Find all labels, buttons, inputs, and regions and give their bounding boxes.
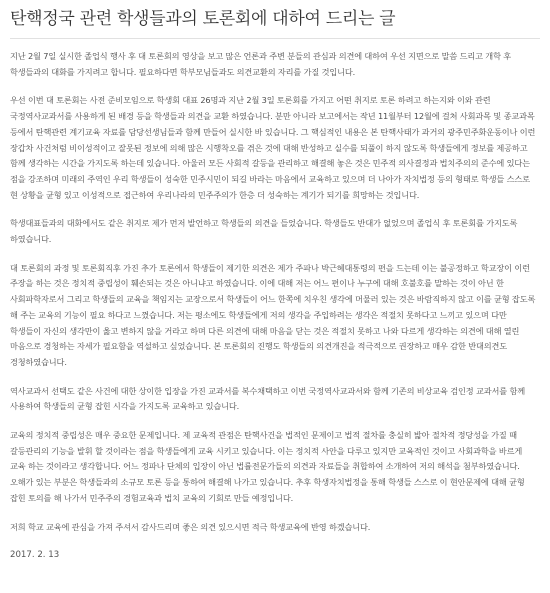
page-title: 탄핵정국 관련 학생들과의 토론회에 대하여 드리는 글	[10, 9, 396, 29]
paragraph-background: 우선 이번 대 토론회는 사전 준비모임으로 학생회 대표 26명과 지난 2월 3일 토론회를 가지고 어떤 취지로 토론 하려고 하는지와 이와 관련 국정역사교과서를 사용하게 된 배경 등을 학생들과 의견을 교환 하였습니다. 분만 아니라 보고에서는 작년 11월부터 12월에 걸쳐 사회과목 및 종교과목 등에서 탄핵관련 계기교육 자료를 담당선생님들과 함께 만들어 실시한 바 있습니다. 그 핵심적인 내용은 본 탄핵사태가 과거의 광주민주화운동이나 이런 장갑차 사건처럼 비이성적이고 잘못된 정보에 의해 많은 시행착오를 겪은 것에 대해 반성하고 실수를 되풀이 하지 않도록 학생들에게 정보를 제공하고 함께 생각하는 시간을 가지도록 하는데 있습니다. 아울러 모든 사회적 갈등을 관리하고 해결해 놓은 것은 민주적 의사결정과 법치주의의 준수에 있다는 점을 강조하며 미래의 주역인 우리 학생들이 성숙한 민주시민이 되길 바라는 마음에서 교육하고 있으며 더 나아가 자치법정 등의 형태로 학생들 스스로 현 상황을 균형 있고 이성적으로 접근하여 우리나라의 민주주의가 한층 더 성숙하는 계기가 되기를 희망하는 것입니다.	[10, 95, 536, 200]
paragraph-textbooks: 역사교과서 선택도 같은 사건에 대한 상이한 입장을 가진 교과서를 복수채택하고 이번 국정역사교과서와 함께 기존의 비상교육 검인정 교과서를 함께 사용하여 학생들의 균형 잡힌 시각을 가지도록 교육하고 있습니다.	[10, 385, 526, 412]
paragraph-closing: 저희 학교 교육에 관심을 가져 주셔서 감사드리며 좋은 의견 있으시면 적극 학생교육에 반영 하겠습니다.	[10, 521, 371, 532]
letter-date: 2017. 2. 13	[10, 550, 60, 561]
paragraph-debate-process: 대 토론회의 과정 및 토론회직후 가진 추가 토론에서 학생들이 제기한 의견은 제가 주파나 박근혜대통령의 편을 드는데 이는 불공정하고 학교장이 이런 주장을 하는 것은 정치적 중립성이 훼손되는 것은 아니냐고 하였습니다. 이에 대해 저는 어느 편이나 누구에 대해 호불호를 말하는 것이 아닌 한 사회파학자로서 그리고 학생들의 교육을 책임지는 교장으로서 학생들이 어느 한쪽에 치우친 생각에 머물러 있는 것은 바람직하지 않고 이를 균형 잡도록 해 주는 교육의 기능이 필요 하다고 느꼈습니다. 저는 평소에도 학생들에게 저의 생각을 주입하려는 생각은 적절치 못하다고 느끼고 있으며 다만 학생들이 자신의 생각만이 옳고 변하지 않을 거라고 하며 다른 의견에 대해 마음을 닫는 것은 적절치 못하고 나와 다르게 생각하는 의견에 대해 열린 마음으로 경청하는 자세가 필요함을 역설하고 싶었습니다. 본 토론회의 진행도 학생들의 의견개진을 적극적으로 권장하고 매우 감한 반대의견도 경청하였습니다.	[10, 262, 536, 367]
paragraph-neutrality: 교육의 정치적 중립성은 매우 중요한 문제입니다. 제 교육적 관점은 탄핵사건을 법적인 문제이고 법적 절차를 충실히 밟아 절차적 정당성을 가질 때 갈등관리의 기능을 발휘 할 것이라는 점을 학생들에게 교육 시키고 있습니다. 이는 정치적 사안을 다루고 있지만 교육적인 것이고 사회과학을 바르게 교육 하는 것이라고 생각합니다. 어느 정파나 단체의 입장이 아닌 법률전문가들의 의견과 자료들을 취합하여 소개하여 저의 해석을 첨부하였습니다. 오해가 있는 부분은 학생들과의 소규모 토론 등을 통하여 해결해 나가고 있습니다. 추후 학생자치법정을 통해 학생들 스스로 이 현안문제에 대해 균형 잡힌 토의를 해 나가서 민주주의 경험교육과 법치 교육의 기회로 만들 예정입니다.	[10, 430, 525, 503]
paragraph-student-dialogue: 학생대표들과의 대화에서도 같은 취지로 제가 먼저 발언하고 학생들의 의견을 들었습니다. 학생들도 반대가 없었으며 졸업식 후 토론회를 가지도록 하였습니다.	[10, 218, 518, 245]
title-divider	[10, 38, 540, 39]
paragraph-intro: 지난 2월 7일 실시한 졸업식 행사 후 대 토론회의 영상을 보고 많은 언론과 주변 분들의 관심과 의견에 대하여 우선 지면으로 말씀 드리고 개학 후 학생들과의 대화를 가지려고 합니다. 필요하다면 학부모님들과도 의견교환의 자리를 가질 것입니다.	[10, 51, 512, 77]
